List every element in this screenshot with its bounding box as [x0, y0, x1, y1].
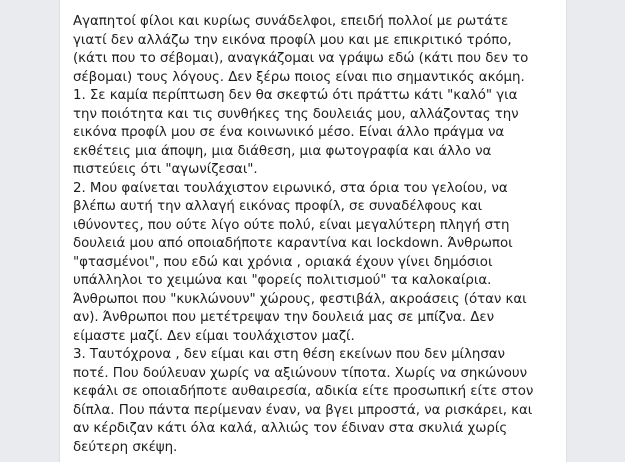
- post-text-line: Άνθρωποι που "κυκλώνουν" χώρους, φεστιβάλ, ακροάσεις (όταν και: [73, 291, 527, 307]
- post-text: [73, 13, 561, 457]
- post-text-line: δίπλα. Που πάντα περίμεναν έναν, να βγει μπροστά, να ρισκάρει, και: [73, 402, 533, 418]
- post-text-line: εικόνα προφίλ μου σε ένα κοινωνικό μέσο. Είναι άλλο πράγμα να: [73, 125, 505, 140]
- post-text-line: 2. Μου φαίνεται τουλάχιστον ειρωνικό, στα όρια του γελοίου, να: [73, 180, 508, 196]
- post-text-line: την ποιότητα και τις συνθήκες της δουλειάς μου, αλλάζοντας την: [73, 106, 519, 122]
- post-text-line: πιστεύεις ότι "αγωνίζεσαι".: [73, 162, 258, 177]
- post-text-line: υπάλληλοι το χειμώνα και "φορείς πολιτισμού" τα καλοκαίρια.: [73, 273, 492, 288]
- post-text-line: αν κέρδιζαν κάτι όλα καλά, αλλιώς τον έδιναν στα σκυλιά χωρίς: [73, 421, 508, 436]
- post-text-line: "φτασμένοι", που εδώ και χρόνια , οριακά έχουν γίνει δημόσιοι: [73, 254, 493, 270]
- post-text-line: ποτέ. Που δούλευαν χωρίς να αξιώνουν τίποτα. Χωρίς να σηκώνουν: [73, 365, 528, 381]
- post-text-line: βλέπω αυτή την αλλαγή εικόνας προφίλ, σε συναδέλφους και: [73, 199, 483, 214]
- post-text-line: σέβομαι) τους λόγους. Δεν ξέρω ποιος είναι πιο σημαντικός ακόμη.: [73, 69, 525, 85]
- post-text-line: 3. Ταυτόχρονα , δεν είμαι και στη θέση εκείνων που δεν μίλησαν: [73, 347, 505, 362]
- post-text-line: 1. Σε καμία περίπτωση δεν θα σκεφτώ ότι πράττω κάτι "καλό" για: [73, 88, 518, 103]
- post-text-line: εκθέτεις μια άποψη, μια διάθεση, μια φωτογραφία και άλλο να: [73, 143, 492, 159]
- post-text-line: (κάτι που το σέβομαι), αναγκάζομαι να γράψω εδώ (κάτι που δεν το: [73, 51, 529, 66]
- post-text-line: δουλειά μου από οποιαδήποτε καραντίνα και lockdown. Άνθρωποι: [73, 236, 513, 251]
- post-text-line: αν). Άνθρωποι που μετέτρεψαν την δουλειά μας σε μπίζνα. Δεν: [73, 310, 495, 325]
- post-card: [59, 0, 567, 462]
- post-text-line: ιθύνοντες, που ούτε λίγο ούτε πολύ, είναι μεγαλύτερη πληγή στη: [73, 217, 510, 233]
- post-text-line: είμαστε μαζί. Δεν είμαι τουλάχιστον μαζί.: [73, 328, 355, 344]
- post-text-line: δεύτερη σκέψη.: [73, 439, 178, 455]
- post-text-line: κεφάλι σε οποιαδήποτε αυθαιρεσία, αδικία είτε προσωπική είτε στον: [73, 384, 534, 399]
- post-text-line: γιατί δεν αλλάζω την εικόνα προφίλ μου και με επικριτικό τρόπο,: [73, 32, 512, 48]
- post-text-line: Αγαπητοί φίλοι και κυρίως συνάδελφοι, επειδή πολλοί με ρωτάτε: [73, 14, 509, 29]
